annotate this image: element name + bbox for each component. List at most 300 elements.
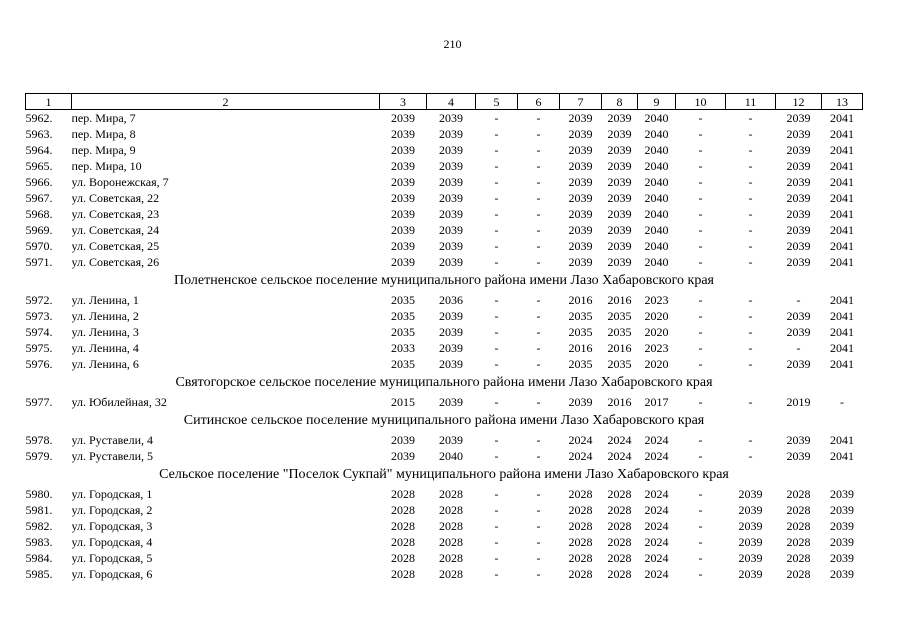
value-cell: - — [698, 191, 703, 205]
table-row — [26, 174, 863, 190]
value-cell: 2039 — [830, 503, 854, 517]
row-number: 5972. — [25, 293, 53, 307]
row-number: 5970. — [25, 239, 53, 253]
value-cell: 2039 — [439, 175, 463, 189]
value-cell: 2041 — [830, 239, 854, 253]
value-cell: 2016 — [607, 293, 632, 307]
value-cell: 2039 — [786, 127, 811, 141]
value-cell: - — [698, 175, 703, 189]
row-number: 5964. — [25, 143, 53, 157]
table-row — [26, 142, 863, 158]
value-cell: 2023 — [644, 341, 669, 355]
table-row — [26, 534, 863, 550]
table-row — [26, 566, 863, 582]
row-number: 5969. — [25, 223, 53, 237]
value-cell: 2041 — [830, 433, 854, 447]
value-cell: 2039 — [568, 255, 593, 269]
value-cell: - — [494, 519, 499, 533]
value-cell: 2039 — [830, 551, 854, 565]
row-number: 5982. — [25, 519, 53, 533]
value-cell: 2039 — [738, 535, 763, 549]
section-heading-row — [26, 270, 863, 292]
value-cell: 2039 — [439, 207, 463, 221]
value-cell: - — [698, 159, 703, 173]
address-cell: пер. Мира, 8 — [71, 127, 136, 141]
value-cell: 2039 — [607, 255, 632, 269]
value-cell: 2024 — [644, 567, 669, 581]
value-cell: - — [748, 207, 753, 221]
value-cell: 2020 — [644, 357, 669, 371]
value-cell: 2024 — [568, 449, 593, 463]
value-cell: - — [494, 535, 499, 549]
value-cell: 2039 — [830, 567, 854, 581]
value-cell: - — [536, 535, 541, 549]
value-cell: 2028 — [607, 567, 632, 581]
value-cell: 2040 — [644, 143, 669, 157]
value-cell: - — [698, 567, 703, 581]
value-cell: - — [494, 341, 499, 355]
value-cell: 2028 — [607, 487, 632, 501]
column-header: 13 — [822, 94, 863, 110]
table-row — [26, 550, 863, 566]
value-cell: 2039 — [830, 519, 854, 533]
value-cell: - — [494, 127, 499, 141]
table-row — [26, 448, 863, 464]
value-cell: - — [748, 255, 753, 269]
value-cell: 2015 — [391, 395, 415, 409]
value-cell: - — [536, 127, 541, 141]
value-cell: - — [536, 191, 541, 205]
value-cell: - — [536, 175, 541, 189]
row-number: 5962. — [25, 111, 53, 125]
address-cell: ул. Городская, 4 — [71, 535, 153, 549]
table-row — [26, 502, 863, 518]
address-cell: ул. Воронежская, 7 — [71, 175, 169, 189]
value-cell: - — [698, 293, 703, 307]
value-cell: - — [494, 293, 499, 307]
value-cell: 2039 — [439, 433, 463, 447]
table-row — [26, 292, 863, 308]
value-cell: - — [698, 223, 703, 237]
value-cell: - — [536, 207, 541, 221]
value-cell: - — [748, 395, 753, 409]
value-cell: - — [536, 487, 541, 501]
table-row — [26, 126, 863, 142]
row-number: 5974. — [25, 325, 53, 339]
section-heading-row — [26, 372, 863, 394]
value-cell: 2039 — [568, 111, 593, 125]
table-row — [26, 222, 863, 238]
value-cell: 2041 — [830, 127, 854, 141]
value-cell: 2039 — [607, 207, 632, 221]
section-heading: Сельское поселение "Поселок Сукпай" муниципального района имени Лазо Хабаровского края — [159, 467, 729, 482]
value-cell: - — [698, 255, 703, 269]
value-cell: 2028 — [607, 535, 632, 549]
value-cell: - — [698, 239, 703, 253]
value-cell: - — [536, 159, 541, 173]
value-cell: - — [698, 111, 703, 125]
value-cell: 2040 — [644, 175, 669, 189]
value-cell: - — [698, 341, 703, 355]
table-row — [26, 356, 863, 372]
value-cell: 2041 — [830, 357, 854, 371]
value-cell: 2024 — [644, 487, 669, 501]
address-cell: ул. Руставели, 5 — [71, 449, 154, 463]
value-cell: - — [494, 175, 499, 189]
value-cell: 2039 — [568, 207, 593, 221]
value-cell: 2039 — [568, 127, 593, 141]
address-cell: ул. Ленина, 6 — [71, 357, 139, 371]
value-cell: 2028 — [439, 551, 463, 565]
column-header: 6 — [518, 94, 560, 110]
value-cell: - — [536, 449, 541, 463]
value-cell: - — [748, 293, 753, 307]
address-cell: ул. Городская, 6 — [71, 567, 153, 581]
value-cell: - — [494, 433, 499, 447]
column-header: 12 — [776, 94, 822, 110]
value-cell: 2039 — [786, 309, 811, 323]
value-cell: - — [748, 159, 753, 173]
address-cell: пер. Мира, 7 — [71, 111, 136, 125]
value-cell: 2041 — [830, 255, 854, 269]
value-cell: 2039 — [607, 127, 632, 141]
column-header: 1 — [26, 94, 72, 110]
value-cell: - — [796, 341, 801, 355]
value-cell: 2039 — [568, 395, 593, 409]
value-cell: - — [536, 433, 541, 447]
value-cell: 2039 — [391, 255, 415, 269]
value-cell: 2039 — [607, 143, 632, 157]
column-header: 9 — [638, 94, 676, 110]
value-cell: 2041 — [830, 175, 854, 189]
value-cell: 2039 — [738, 567, 763, 581]
value-cell: - — [536, 309, 541, 323]
value-cell: 2039 — [391, 239, 415, 253]
value-cell: 2039 — [607, 159, 632, 173]
value-cell: 2039 — [786, 255, 811, 269]
value-cell: 2028 — [786, 487, 811, 501]
value-cell: 2041 — [830, 341, 854, 355]
value-cell: - — [536, 395, 541, 409]
section-heading: Ситинское сельское поселение муниципального района имени Лазо Хабаровского края — [183, 413, 705, 428]
address-cell: ул. Советская, 25 — [71, 239, 160, 253]
value-cell: 2039 — [568, 191, 593, 205]
value-cell: 2024 — [644, 551, 669, 565]
value-cell: 2039 — [786, 357, 811, 371]
value-cell: 2040 — [644, 255, 669, 269]
table-row — [26, 238, 863, 254]
address-cell: ул. Советская, 26 — [71, 255, 160, 269]
value-cell: - — [494, 111, 499, 125]
value-cell: - — [494, 325, 499, 339]
value-cell: 2028 — [568, 503, 593, 517]
column-header: 8 — [602, 94, 638, 110]
value-cell: 2024 — [644, 535, 669, 549]
row-number: 5965. — [25, 159, 53, 173]
value-cell: 2039 — [439, 223, 463, 237]
value-cell: 2039 — [786, 223, 811, 237]
value-cell: - — [494, 255, 499, 269]
row-number: 5977. — [25, 395, 53, 409]
value-cell: 2041 — [830, 111, 854, 125]
table-row — [26, 340, 863, 356]
section-heading: Полетненское сельское поселение муниципального района имени Лазо Хабаровского края — [173, 273, 714, 288]
value-cell: 2040 — [644, 239, 669, 253]
value-cell: - — [494, 487, 499, 501]
address-cell: ул. Ленина, 1 — [71, 293, 139, 307]
value-cell: 2040 — [644, 207, 669, 221]
section-heading: Святогорское сельское поселение муниципального района имени Лазо Хабаровского края — [175, 375, 713, 390]
value-cell: 2039 — [391, 127, 415, 141]
value-cell: 2039 — [607, 111, 632, 125]
value-cell: 2039 — [439, 309, 463, 323]
value-cell: 2024 — [644, 449, 669, 463]
row-number: 5979. — [25, 449, 53, 463]
value-cell: 2039 — [391, 191, 415, 205]
row-number: 5980. — [25, 487, 53, 501]
value-cell: - — [494, 207, 499, 221]
value-cell: - — [494, 309, 499, 323]
row-number: 5985. — [25, 567, 53, 581]
value-cell: 2028 — [391, 551, 415, 565]
value-cell: 2041 — [830, 449, 854, 463]
value-cell: 2035 — [607, 357, 632, 371]
value-cell: - — [748, 341, 753, 355]
value-cell: 2028 — [786, 535, 811, 549]
value-cell: 2039 — [786, 449, 811, 463]
value-cell: 2024 — [568, 433, 593, 447]
value-cell: 2028 — [439, 487, 463, 501]
value-cell: - — [494, 223, 499, 237]
column-header: 11 — [726, 94, 776, 110]
value-cell: 2036 — [439, 293, 463, 307]
value-cell: 2041 — [830, 159, 854, 173]
row-number: 5981. — [25, 503, 53, 517]
value-cell: 2040 — [644, 223, 669, 237]
value-cell: 2020 — [644, 325, 669, 339]
value-cell: 2028 — [568, 519, 593, 533]
value-cell: 2039 — [439, 357, 463, 371]
value-cell: 2024 — [644, 519, 669, 533]
value-cell: 2039 — [607, 175, 632, 189]
value-cell: 2039 — [391, 143, 415, 157]
value-cell: 2039 — [439, 395, 463, 409]
value-cell: - — [698, 357, 703, 371]
value-cell: 2039 — [786, 143, 811, 157]
value-cell: 2039 — [439, 111, 463, 125]
value-cell: - — [494, 503, 499, 517]
value-cell: - — [748, 191, 753, 205]
value-cell: - — [698, 143, 703, 157]
section-heading-row — [26, 464, 863, 486]
value-cell: 2035 — [568, 325, 593, 339]
value-cell: 2028 — [391, 535, 415, 549]
value-cell: - — [748, 433, 753, 447]
table-row — [26, 518, 863, 534]
value-cell: - — [494, 551, 499, 565]
value-cell: 2041 — [830, 223, 854, 237]
value-cell: - — [494, 449, 499, 463]
value-cell: 2039 — [391, 223, 415, 237]
header-row — [26, 94, 863, 110]
value-cell: - — [536, 551, 541, 565]
table-row — [26, 324, 863, 340]
value-cell: 2023 — [644, 293, 669, 307]
column-header: 10 — [676, 94, 726, 110]
value-cell: 2039 — [568, 223, 593, 237]
value-cell: - — [536, 519, 541, 533]
table-body — [26, 110, 863, 583]
value-cell: 2039 — [439, 341, 463, 355]
value-cell: - — [698, 395, 703, 409]
value-cell: 2039 — [439, 127, 463, 141]
value-cell: 2041 — [830, 325, 854, 339]
column-header: 5 — [476, 94, 518, 110]
value-cell: 2039 — [786, 159, 811, 173]
value-cell: 2041 — [830, 309, 854, 323]
value-cell: 2035 — [391, 325, 415, 339]
row-number: 5968. — [25, 207, 53, 221]
value-cell: - — [536, 293, 541, 307]
address-cell: ул. Руставели, 4 — [71, 433, 154, 447]
value-cell: - — [748, 143, 753, 157]
value-cell: 2035 — [607, 325, 632, 339]
value-cell: 2040 — [439, 449, 463, 463]
value-cell: 2028 — [568, 551, 593, 565]
value-cell: 2028 — [607, 551, 632, 565]
value-cell: - — [698, 535, 703, 549]
value-cell: 2041 — [830, 293, 854, 307]
value-cell: - — [494, 239, 499, 253]
value-cell: - — [536, 111, 541, 125]
value-cell: 2039 — [568, 175, 593, 189]
row-number: 5975. — [25, 341, 53, 355]
value-cell: - — [698, 325, 703, 339]
value-cell: 2039 — [607, 191, 632, 205]
value-cell: - — [494, 357, 499, 371]
column-header: 4 — [427, 94, 476, 110]
value-cell: 2035 — [568, 357, 593, 371]
value-cell: 2039 — [391, 433, 415, 447]
value-cell: 2028 — [439, 567, 463, 581]
address-cell: ул. Городская, 3 — [71, 519, 153, 533]
value-cell: - — [748, 239, 753, 253]
table-row — [26, 432, 863, 448]
row-number: 5978. — [25, 433, 53, 447]
value-cell: 2016 — [607, 395, 632, 409]
value-cell: - — [698, 309, 703, 323]
value-cell: 2028 — [391, 567, 415, 581]
table-row — [26, 254, 863, 270]
value-cell: 2039 — [786, 111, 811, 125]
value-cell: - — [536, 341, 541, 355]
address-cell: ул. Юбилейная, 32 — [71, 395, 167, 409]
value-cell: 2035 — [391, 309, 415, 323]
table-row — [26, 486, 863, 502]
value-cell: 2040 — [644, 127, 669, 141]
value-cell: - — [840, 395, 844, 409]
value-cell: 2039 — [607, 223, 632, 237]
row-number: 5983. — [25, 535, 53, 549]
address-cell: ул. Городская, 1 — [71, 487, 153, 501]
value-cell: 2028 — [568, 487, 593, 501]
value-cell: 2039 — [391, 111, 415, 125]
value-cell: - — [796, 293, 801, 307]
address-cell: ул. Городская, 2 — [71, 503, 153, 517]
value-cell: 2039 — [439, 159, 463, 173]
value-cell: 2039 — [439, 143, 463, 157]
value-cell: 2039 — [568, 159, 593, 173]
value-cell: 2028 — [439, 519, 463, 533]
value-cell: - — [748, 223, 753, 237]
row-number: 5967. — [25, 191, 53, 205]
value-cell: - — [748, 357, 753, 371]
table-row — [26, 110, 863, 127]
value-cell: 2028 — [786, 567, 811, 581]
value-cell: - — [698, 449, 703, 463]
value-cell: 2028 — [568, 567, 593, 581]
value-cell: - — [698, 503, 703, 517]
value-cell: 2035 — [391, 293, 415, 307]
value-cell: 2028 — [391, 487, 415, 501]
value-cell: 2039 — [568, 143, 593, 157]
row-number: 5984. — [25, 551, 53, 565]
value-cell: - — [748, 309, 753, 323]
value-cell: 2040 — [644, 191, 669, 205]
value-cell: - — [536, 567, 541, 581]
address-cell: пер. Мира, 9 — [71, 143, 136, 157]
value-cell: - — [536, 239, 541, 253]
value-cell: 2039 — [391, 175, 415, 189]
value-cell: - — [536, 503, 541, 517]
address-cell: ул. Ленина, 2 — [71, 309, 139, 323]
value-cell: - — [698, 487, 703, 501]
value-cell: 2035 — [391, 357, 415, 371]
value-cell: 2039 — [439, 325, 463, 339]
value-cell: 2039 — [786, 191, 811, 205]
column-header: 2 — [72, 94, 380, 110]
value-cell: 2041 — [830, 191, 854, 205]
value-cell: - — [494, 567, 499, 581]
value-cell: - — [536, 357, 541, 371]
value-cell: 2024 — [607, 433, 632, 447]
value-cell: - — [748, 325, 753, 339]
value-cell: 2019 — [786, 395, 811, 409]
value-cell: 2039 — [391, 207, 415, 221]
value-cell: - — [494, 143, 499, 157]
address-cell: ул. Ленина, 4 — [71, 341, 139, 355]
value-cell: 2016 — [607, 341, 632, 355]
value-cell: 2039 — [786, 325, 811, 339]
value-cell: 2033 — [391, 341, 415, 355]
value-cell: - — [494, 395, 499, 409]
address-cell: ул. Советская, 23 — [71, 207, 160, 221]
value-cell: - — [748, 111, 753, 125]
value-cell: 2028 — [568, 535, 593, 549]
value-cell: 2039 — [830, 535, 854, 549]
address-cell: пер. Мира, 10 — [71, 159, 142, 173]
value-cell: 2028 — [391, 519, 415, 533]
value-cell: - — [698, 207, 703, 221]
value-cell: 2016 — [568, 293, 593, 307]
row-number: 5973. — [25, 309, 53, 323]
value-cell: - — [536, 255, 541, 269]
row-number: 5963. — [25, 127, 53, 141]
value-cell: - — [536, 143, 541, 157]
value-cell: - — [698, 551, 703, 565]
value-cell: 2028 — [607, 519, 632, 533]
page-number: 210 — [443, 37, 462, 51]
